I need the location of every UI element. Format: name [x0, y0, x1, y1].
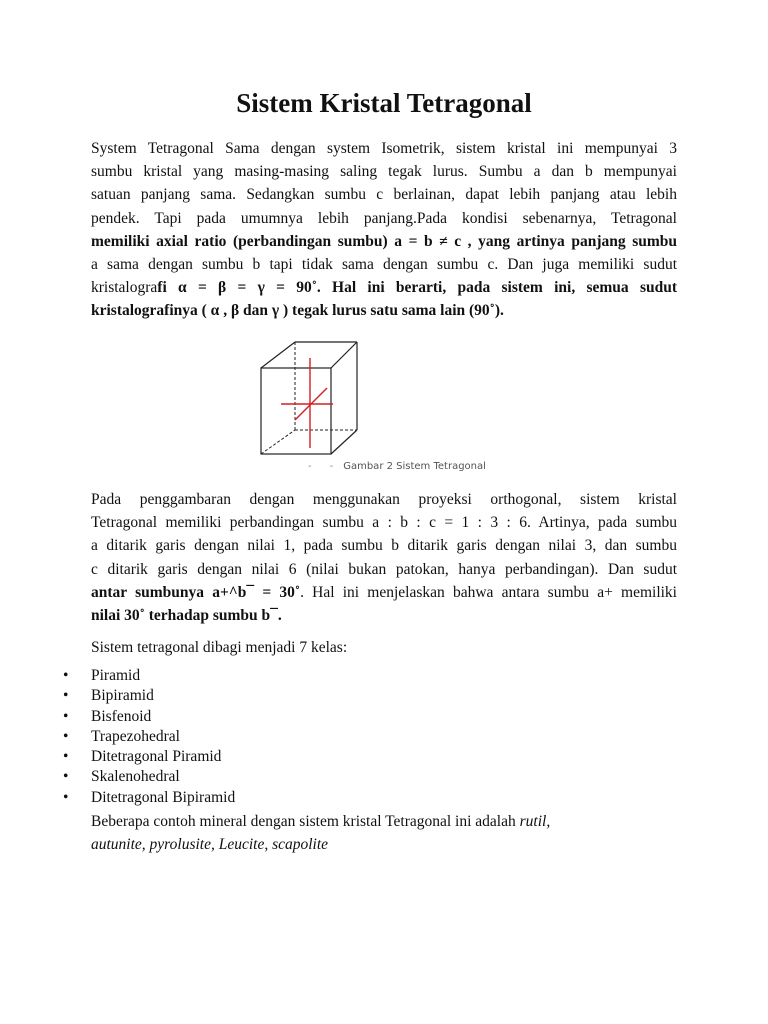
perpendicular-text: kristalografinya ( α , β dan γ ) tegak lurus satu sama lain (90˚). — [91, 302, 504, 320]
list-item: • Piramid — [63, 666, 235, 686]
projection-line: a ditarik garis dengan nilai 1, pada sumbu b ditarik garis dengan nilai 3, dan sumbu — [91, 537, 677, 555]
kristalografi-prefix: kristalogra — [91, 279, 158, 297]
crystal-classes-list — [63, 666, 235, 808]
bottom-left-connector — [261, 430, 295, 454]
intro-line: pendek. Tapi pada umumnya lebih panjang.Pada kondisi sebenarnya, Tetragonal — [91, 209, 677, 227]
projection-line: Pada penggambaran dengan menggunakan proyeksi orthogonal, sistem kristal — [91, 491, 677, 508]
intro-line-bold-ratio — [91, 230, 677, 253]
projection-line: c ditarik garis dengan nilai 6 (nilai bukan patokan, hanya perbandingan). Dan sudut — [91, 560, 677, 578]
list-item: • Skalenohedral — [63, 767, 235, 787]
top-right-connector — [331, 342, 357, 368]
list-item: • Ditetragonal Bipiramid — [63, 788, 235, 808]
mineral-names: autunite, pyrolusite, Leucite, scapolite — [91, 836, 329, 854]
caption-text: Gambar 2 Sistem Tetragonal — [343, 461, 486, 472]
angle-to-b-text: nilai 30˚ terhadap sumbu b¯. — [91, 607, 282, 625]
list-item: • Bipiramid — [63, 686, 235, 706]
bottom-right-connector — [331, 430, 357, 454]
angles-text: fi α = β = γ = 90˚. Hal ini berarti, pada sistem ini, semua sudut — [157, 279, 677, 297]
hidden-edges — [261, 342, 357, 454]
caption-dash: - — [308, 461, 312, 472]
axial-ratio-text: memiliki axial ratio (perbandingan sumbu) a = b ≠ c , yang artinya panjang sumbu — [91, 232, 677, 250]
list-item: • Trapezohedral — [63, 727, 235, 747]
caption-dash: - — [329, 461, 334, 472]
front-face — [261, 368, 331, 454]
projection-line-angle — [91, 581, 677, 604]
inter-axis-angle-text: antar sumbunya a+^b¯ = 30˚ — [91, 583, 301, 601]
intro-line: satuan panjang sama. Sedangkan sumbu c berlainan, dapat lebih panjang atau lebih — [91, 186, 677, 204]
mineral-name: rutil, — [519, 813, 551, 830]
intro-line: sumbu kristal yang masing-masing saling tegak lurus. Sumbu a dan b mempunyai — [91, 163, 677, 181]
examples-lead: Beberapa contoh mineral dengan sistem kristal Tetragonal ini adalah — [91, 813, 520, 830]
projection-paragraph — [91, 488, 677, 627]
projection-explanation: . Hal ini menjelaskan bahwa antara sumbu a+ memiliki — [300, 583, 677, 601]
crystal-axes — [281, 358, 333, 448]
intro-line-last — [91, 299, 677, 322]
list-item: • Ditetragonal Piramid — [63, 747, 235, 767]
top-left-connector — [261, 342, 295, 368]
classes-intro: Sistem tetragonal dibagi menjadi 7 kelas: — [91, 639, 348, 656]
figure-caption — [308, 461, 486, 472]
list-item: • Bisfenoid — [63, 707, 235, 727]
page-title: Sistem Kristal Tetragonal — [236, 88, 532, 118]
intro-line-angles — [91, 276, 677, 299]
intro-line: a sama dengan sumbu b tapi tidak sama dengan sumbu c. Dan juga memiliki sudut — [91, 256, 677, 274]
intro-paragraph — [91, 137, 677, 323]
prism-edges — [261, 342, 357, 454]
intro-line: System Tetragonal Sama dengan system Isometrik, sistem kristal ini mempunyai 3 — [91, 140, 677, 157]
projection-line-last — [91, 604, 677, 627]
mineral-examples — [91, 810, 691, 856]
projection-line: Tetragonal memiliki perbandingan sumbu a : b : c = 1 : 3 : 6. Artinya, pada sumbu — [91, 514, 677, 532]
tetragonal-crystal-figure — [257, 338, 369, 456]
